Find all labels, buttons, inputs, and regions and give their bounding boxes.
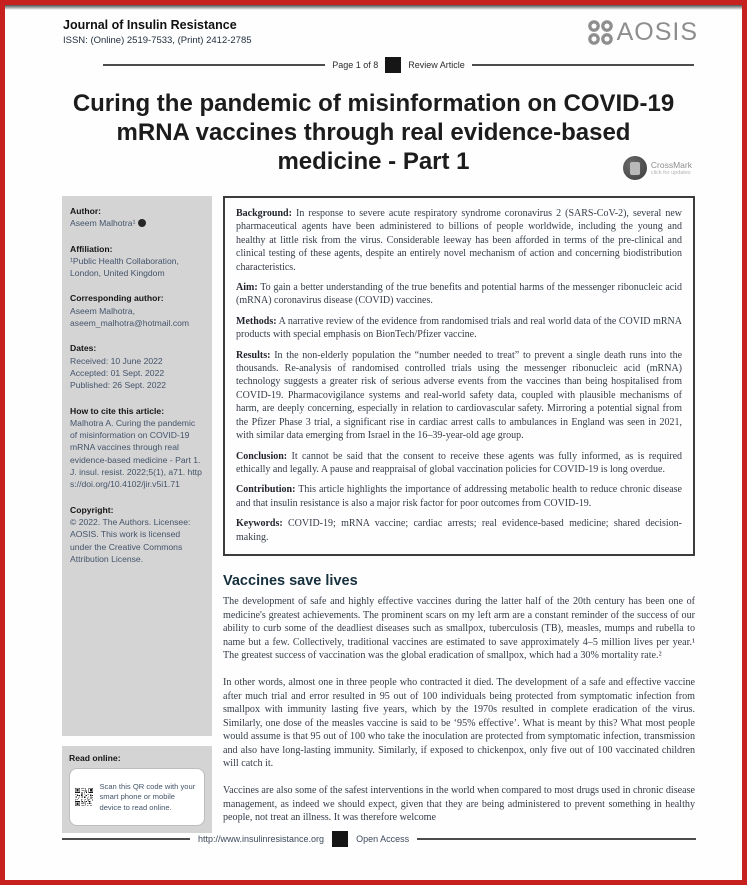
corresponding-author-label: Corresponding author: [70, 293, 164, 304]
author-section [70, 205, 204, 230]
abstract-methods: Methods: A narrative review of the evidence from randomised trials and real world data of the COVID mRNA products with special emphasis on BionTech/Pfizer vaccine. [236, 315, 682, 341]
citation-section [70, 405, 204, 491]
corresponding-author-section [70, 292, 204, 329]
divider-line [62, 838, 190, 840]
abstract-box [223, 196, 695, 556]
citation-label: How to cite this article: [70, 405, 165, 416]
header-badge-icon [385, 57, 401, 73]
journal-name: Journal of Insulin Resistance [63, 18, 237, 32]
aosis-knot-icon [587, 19, 614, 46]
article-title: Curing the pandemic of misinformation on COVID-19 mRNA vaccines through real evidence-based medicine - Part 1 [72, 90, 675, 175]
divider-line [103, 64, 325, 66]
metadata-box [62, 196, 212, 736]
affiliation-section [70, 243, 204, 280]
page-header [63, 18, 698, 47]
abstract-background: Background: In response to severe acute respiratory syndrome coronavirus 2 (SARS-CoV-2), several new pharmaceutical agents have been administered to billions of people worldwide, including the young and healthy at little risk from the virus. Considerable leeway has been afforded in terms of the pre-clinical and clinical testing of these agents, despite an entirely novel mechanism of action and concerning biodistribution characteristics. [236, 208, 682, 273]
abstract-label: Results: [236, 349, 271, 361]
abstract-contribution: Contribution: This article highlights the importance of addressing metabolic health to reduce chronic disease and that insulin resistance is also a major risk factor for poor outcomes from COVID-19. [236, 484, 682, 509]
crossmark-label: CrossMark [650, 160, 692, 170]
date-published: Published: 26 Sept. 2022 [70, 380, 167, 391]
divider-line [472, 64, 694, 66]
body-paragraph: Vaccines are also some of the safest interventions in the world when compared to most drugs used in chronic disease management, as indeed we should expect, given that they are being administered to prevent something in healthy people, not treat an illness. It was therefore welcome [223, 785, 695, 824]
date-received: Received: 10 June 2022 [70, 355, 163, 366]
crossmark-icon [623, 156, 647, 180]
abstract-label: Conclusion: [236, 450, 288, 462]
dates-section [70, 342, 204, 391]
page-indicator-row [63, 57, 696, 73]
author-name: Aseem Malhotra¹ [70, 217, 204, 229]
author-label: Author: [70, 206, 102, 216]
body-paragraph: The development of safe and highly effective vaccines during the latter half of the 20th century has been one of medicine's greatest achievements. The prominent scars on my left arm are a constant reminder of the success of our ability to curb some of the deadliest diseases such as smallpox, tuberculosis (TB), measles, mumps and rubella to name but a few. Collectively, traditional vaccines are estimated to save approximately 4–5 million lives per year.¹ The greatest success of vaccination was the global eradication of smallpox, which had a 30% mortality rate.² [223, 595, 695, 662]
copyright-label: Copyright: [70, 504, 114, 515]
orcid-icon[interactable] [138, 219, 146, 227]
corresponding-author-name: Aseem Malhotra, [70, 305, 135, 316]
page-footer [62, 831, 696, 847]
abstract-label: Contribution: [236, 484, 296, 496]
open-access-label: Open Access [356, 834, 410, 844]
body-paragraph: In other words, almost one in three people who contracted it died. The development of a safe and effective vaccine after much trial and error resulted in 95 out of 100 individuals being protected from symptomatic infection from smallpox with immunity lasting five years, which by the 1970s resulted in complete eradication of the virus. Similarly, one dose of the measles vaccine is said to be ‘95% effective’. What is meant by this? What most people would assume is that 95 out of 100 who take the inoculation are protected from symptomatic infection, transmission and also have long-lasting immunity. Similarly, if exposed to chickenpox, only five out of 100 vaccinated children will catch it. [223, 676, 695, 770]
crossmark-badge[interactable] [623, 156, 692, 180]
journal-url-link[interactable]: http://www.insulinresistance.org [198, 834, 325, 844]
dates-label: Dates: [70, 343, 97, 354]
abstract-results: Results: In the non-elderly population the “number needed to treat” to prevent a single death runs into the thousands. Re-analysis of randomised controlled trials using the messenger ribonucleic acid (mRNA) technology suggests a greater risk of serious adverse events from the vaccines than being hospitalised from COVID-19. Pharmacovigilance systems and real-world safety data, coupled with plausible mechanisms of harm, are deeply concerning, especially in relation to cardiovascular safety. Mirroring a potential signal from the Pfizer Phase 3 trial, a significant rise in cardiac arrest calls to ambulances in England was seen in 2021, with similar data emerging from Israel in the 16–39-year-old age group. [236, 349, 683, 442]
abstract-label: Background: [236, 208, 292, 219]
article-body [223, 196, 695, 838]
two-column-layout [62, 196, 695, 838]
abstract-aim: Aim: To gain a better understanding of the true benefits and potential harms of the messenger ribonucleic acid (mRNA) coronavirus disease (COVID) vaccines. [236, 282, 682, 307]
article-type-label: Review Article [408, 60, 465, 70]
metadata-sidebar [62, 196, 212, 833]
read-online-label: Read online: [69, 753, 121, 763]
abstract-label: Methods: [236, 315, 277, 327]
abstract-label: Keywords: [236, 518, 283, 530]
aosis-logo-text: AOSIS [616, 18, 698, 46]
divider-line [417, 838, 696, 840]
page-indicator: Page 1 of 8 [332, 60, 379, 70]
scan-shadow [5, 5, 742, 10]
citation-doi-link[interactable]: https://doi.org/10.4102/jir.v5i1.71 [70, 467, 202, 490]
abstract-conclusion: Conclusion: It cannot be said that the consent to receive these agents was fully informed, as is required ethically and legally. A pause and reappraisal of global vaccination policies for COVID-19 is long overdue. [236, 450, 683, 475]
affiliation-text: ¹Public Health Collaboration, London, United Kingdom [70, 255, 179, 279]
abstract-label: Aim: [236, 282, 258, 294]
issn-line: ISSN: (Online) 2519-7533, (Print) 2412-2785 [63, 35, 252, 46]
copyright-section [70, 504, 204, 565]
read-online-instructions: Scan this QR code with your smart phone or mobile device to read online. [99, 781, 196, 812]
corresponding-author-email-link[interactable]: aseem_malhotra@hotmail.com [70, 318, 190, 329]
journal-identity [63, 18, 252, 46]
section-heading: Vaccines save lives [223, 572, 358, 589]
read-online-box [62, 746, 212, 833]
read-online-card [69, 768, 205, 826]
date-accepted: Accepted: 01 Sept. 2022 [70, 367, 165, 378]
copyright-text: © 2022. The Authors. Licensee: AOSIS. This work is licensed under the Creative Commons Attribution License. [70, 516, 191, 564]
affiliation-label: Affiliation: [70, 243, 113, 254]
aosis-logo [587, 18, 698, 47]
abstract-keywords: Keywords: COVID-19; mRNA vaccine; cardiac arrests; real evidence-based medicine; shared decision-making. [236, 518, 683, 543]
citation-text: Malhotra A. Curing the pandemic of misinformation on COVID-19 mRNA vaccines through real evidence-based medicine - Part 1. J. insul. resist. 2022;5(1), a71. https://doi.org/10.4102/jir.v5i1.71 [70, 417, 202, 490]
footer-badge-icon [332, 831, 348, 847]
qr-code-icon [75, 774, 93, 820]
crossmark-subtext: click for updates [650, 170, 691, 176]
